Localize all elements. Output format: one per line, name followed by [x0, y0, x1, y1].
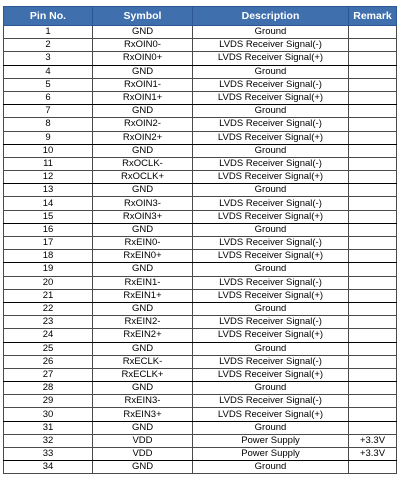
pin-number-cell: 34 — [4, 461, 93, 474]
symbol-cell: GND — [93, 65, 193, 78]
symbol-cell: GND — [93, 382, 193, 395]
remark-cell — [349, 276, 397, 289]
description-cell: LVDS Receiver Signal(-) — [193, 316, 349, 329]
symbol-cell: RxEIN3+ — [93, 408, 193, 421]
remark-cell — [349, 197, 397, 210]
remark-cell — [349, 355, 397, 368]
table-row — [4, 118, 397, 131]
table-row — [4, 289, 397, 302]
pin-number-cell: 29 — [4, 395, 93, 408]
table-row — [4, 52, 397, 65]
pin-number-cell: 22 — [4, 302, 93, 315]
symbol-cell: GND — [93, 105, 193, 118]
description-cell: LVDS Receiver Signal(+) — [193, 131, 349, 144]
symbol-cell: RxEIN0- — [93, 237, 193, 250]
table-row — [4, 250, 397, 263]
description-cell: LVDS Receiver Signal(-) — [193, 118, 349, 131]
remark-cell — [349, 171, 397, 184]
symbol-cell: RxOIN3- — [93, 197, 193, 210]
table-header — [4, 7, 397, 26]
table-row — [4, 144, 397, 157]
symbol-cell: GND — [93, 26, 193, 39]
description-cell: LVDS Receiver Signal(-) — [193, 157, 349, 170]
remark-cell — [349, 105, 397, 118]
table-row — [4, 171, 397, 184]
pin-number-cell: 14 — [4, 197, 93, 210]
remark-cell — [349, 210, 397, 223]
table-row — [4, 78, 397, 91]
remark-cell — [349, 157, 397, 170]
symbol-cell: RxOIN1+ — [93, 91, 193, 104]
pin-number-cell: 6 — [4, 91, 93, 104]
table-row — [4, 105, 397, 118]
description-cell: LVDS Receiver Signal(-) — [193, 395, 349, 408]
table-row — [4, 368, 397, 381]
remark-cell — [349, 382, 397, 395]
symbol-cell: RxOIN2+ — [93, 131, 193, 144]
description-cell: LVDS Receiver Signal(-) — [193, 78, 349, 91]
column-header-remark: Remark — [349, 7, 397, 26]
pin-number-cell: 18 — [4, 250, 93, 263]
symbol-cell: VDD — [93, 434, 193, 447]
pin-number-cell: 15 — [4, 210, 93, 223]
remark-cell — [349, 144, 397, 157]
description-cell: LVDS Receiver Signal(-) — [193, 276, 349, 289]
remark-cell — [349, 461, 397, 474]
description-cell: LVDS Receiver Signal(+) — [193, 52, 349, 65]
symbol-cell: RxEIN0+ — [93, 250, 193, 263]
table-row — [4, 421, 397, 434]
table-row — [4, 39, 397, 52]
symbol-cell: RxOIN3+ — [93, 210, 193, 223]
table-row — [4, 434, 397, 447]
symbol-cell: GND — [93, 461, 193, 474]
pin-number-cell: 25 — [4, 342, 93, 355]
column-header-description: Description — [193, 7, 349, 26]
symbol-cell: RxEIN3- — [93, 395, 193, 408]
pin-number-cell: 7 — [4, 105, 93, 118]
pin-number-cell: 19 — [4, 263, 93, 276]
pin-number-cell: 24 — [4, 329, 93, 342]
pin-number-cell: 12 — [4, 171, 93, 184]
symbol-cell: GND — [93, 144, 193, 157]
remark-cell — [349, 421, 397, 434]
description-cell: Ground — [193, 144, 349, 157]
table-row — [4, 355, 397, 368]
symbol-cell: VDD — [93, 448, 193, 461]
description-cell: LVDS Receiver Signal(+) — [193, 408, 349, 421]
pin-number-cell: 20 — [4, 276, 93, 289]
column-header-pin-no: Pin No. — [4, 7, 93, 26]
pin-number-cell: 17 — [4, 237, 93, 250]
pin-number-cell: 5 — [4, 78, 93, 91]
remark-cell — [349, 302, 397, 315]
pin-number-cell: 2 — [4, 39, 93, 52]
remark-cell — [349, 368, 397, 381]
table-row — [4, 316, 397, 329]
symbol-cell: GND — [93, 263, 193, 276]
description-cell: LVDS Receiver Signal(+) — [193, 250, 349, 263]
symbol-cell: RxEIN1+ — [93, 289, 193, 302]
remark-cell — [349, 26, 397, 39]
remark-cell — [349, 131, 397, 144]
pin-number-cell: 3 — [4, 52, 93, 65]
description-cell: Ground — [193, 461, 349, 474]
remark-cell — [349, 263, 397, 276]
table-row — [4, 276, 397, 289]
symbol-cell: GND — [93, 421, 193, 434]
column-header-symbol: Symbol — [93, 7, 193, 26]
remark-cell — [349, 408, 397, 421]
symbol-cell: RxOIN0- — [93, 39, 193, 52]
remark-cell — [349, 342, 397, 355]
pin-number-cell: 9 — [4, 131, 93, 144]
symbol-cell: RxEIN1- — [93, 276, 193, 289]
table-row — [4, 408, 397, 421]
description-cell: LVDS Receiver Signal(-) — [193, 197, 349, 210]
table-row — [4, 157, 397, 170]
table-row — [4, 382, 397, 395]
pin-number-cell: 11 — [4, 157, 93, 170]
pin-number-cell: 16 — [4, 223, 93, 236]
description-cell: Ground — [193, 382, 349, 395]
description-cell: Power Supply — [193, 448, 349, 461]
description-cell: Ground — [193, 184, 349, 197]
pin-number-cell: 33 — [4, 448, 93, 461]
symbol-cell: GND — [93, 302, 193, 315]
symbol-cell: RxEIN2- — [93, 316, 193, 329]
table-row — [4, 91, 397, 104]
description-cell: Power Supply — [193, 434, 349, 447]
remark-cell — [349, 223, 397, 236]
remark-cell — [349, 316, 397, 329]
description-cell: LVDS Receiver Signal(+) — [193, 289, 349, 302]
pin-number-cell: 31 — [4, 421, 93, 434]
remark-cell — [349, 91, 397, 104]
symbol-cell: RxECLK- — [93, 355, 193, 368]
description-cell: LVDS Receiver Signal(+) — [193, 329, 349, 342]
description-cell: Ground — [193, 421, 349, 434]
table-row — [4, 461, 397, 474]
pin-number-cell: 23 — [4, 316, 93, 329]
table-row — [4, 302, 397, 315]
remark-cell — [349, 289, 397, 302]
pin-number-cell: 27 — [4, 368, 93, 381]
table-row — [4, 448, 397, 461]
remark-cell — [349, 184, 397, 197]
remark-cell — [349, 118, 397, 131]
remark-cell — [349, 237, 397, 250]
table-row — [4, 342, 397, 355]
remark-cell — [349, 395, 397, 408]
symbol-cell: RxOIN2- — [93, 118, 193, 131]
symbol-cell: RxOCLK+ — [93, 171, 193, 184]
remark-cell — [349, 39, 397, 52]
table-row — [4, 237, 397, 250]
table-row — [4, 395, 397, 408]
remark-cell — [349, 329, 397, 342]
pin-number-cell: 30 — [4, 408, 93, 421]
pin-number-cell: 26 — [4, 355, 93, 368]
description-cell: LVDS Receiver Signal(-) — [193, 39, 349, 52]
pin-number-cell: 1 — [4, 26, 93, 39]
remark-cell — [349, 52, 397, 65]
table-row — [4, 223, 397, 236]
remark-cell: +3.3V — [349, 434, 397, 447]
symbol-cell: RxEIN2+ — [93, 329, 193, 342]
description-cell: Ground — [193, 223, 349, 236]
description-cell: LVDS Receiver Signal(-) — [193, 355, 349, 368]
table-row — [4, 65, 397, 78]
symbol-cell: RxOIN1- — [93, 78, 193, 91]
pin-number-cell: 21 — [4, 289, 93, 302]
description-cell: LVDS Receiver Signal(+) — [193, 210, 349, 223]
table-row — [4, 197, 397, 210]
symbol-cell: RxOIN0+ — [93, 52, 193, 65]
description-cell: LVDS Receiver Signal(+) — [193, 91, 349, 104]
table-row — [4, 26, 397, 39]
description-cell: Ground — [193, 302, 349, 315]
description-cell: LVDS Receiver Signal(+) — [193, 368, 349, 381]
pin-number-cell: 10 — [4, 144, 93, 157]
header-row — [4, 7, 397, 26]
remark-cell — [349, 65, 397, 78]
remark-cell — [349, 250, 397, 263]
pin-number-cell: 28 — [4, 382, 93, 395]
table-body — [4, 26, 397, 474]
description-cell: Ground — [193, 26, 349, 39]
symbol-cell: GND — [93, 342, 193, 355]
table-row — [4, 263, 397, 276]
description-cell: Ground — [193, 65, 349, 78]
pin-number-cell: 4 — [4, 65, 93, 78]
table-row — [4, 131, 397, 144]
table-row — [4, 329, 397, 342]
description-cell: LVDS Receiver Signal(-) — [193, 237, 349, 250]
pin-number-cell: 8 — [4, 118, 93, 131]
pin-number-cell: 32 — [4, 434, 93, 447]
table-row — [4, 210, 397, 223]
symbol-cell: RxOCLK- — [93, 157, 193, 170]
pin-assignment-table — [3, 6, 397, 474]
symbol-cell: GND — [93, 223, 193, 236]
symbol-cell: GND — [93, 184, 193, 197]
description-cell: Ground — [193, 342, 349, 355]
description-cell: LVDS Receiver Signal(+) — [193, 171, 349, 184]
remark-cell — [349, 78, 397, 91]
symbol-cell: RxECLK+ — [93, 368, 193, 381]
pin-number-cell: 13 — [4, 184, 93, 197]
description-cell: Ground — [193, 105, 349, 118]
description-cell: Ground — [193, 263, 349, 276]
table-row — [4, 184, 397, 197]
remark-cell: +3.3V — [349, 448, 397, 461]
